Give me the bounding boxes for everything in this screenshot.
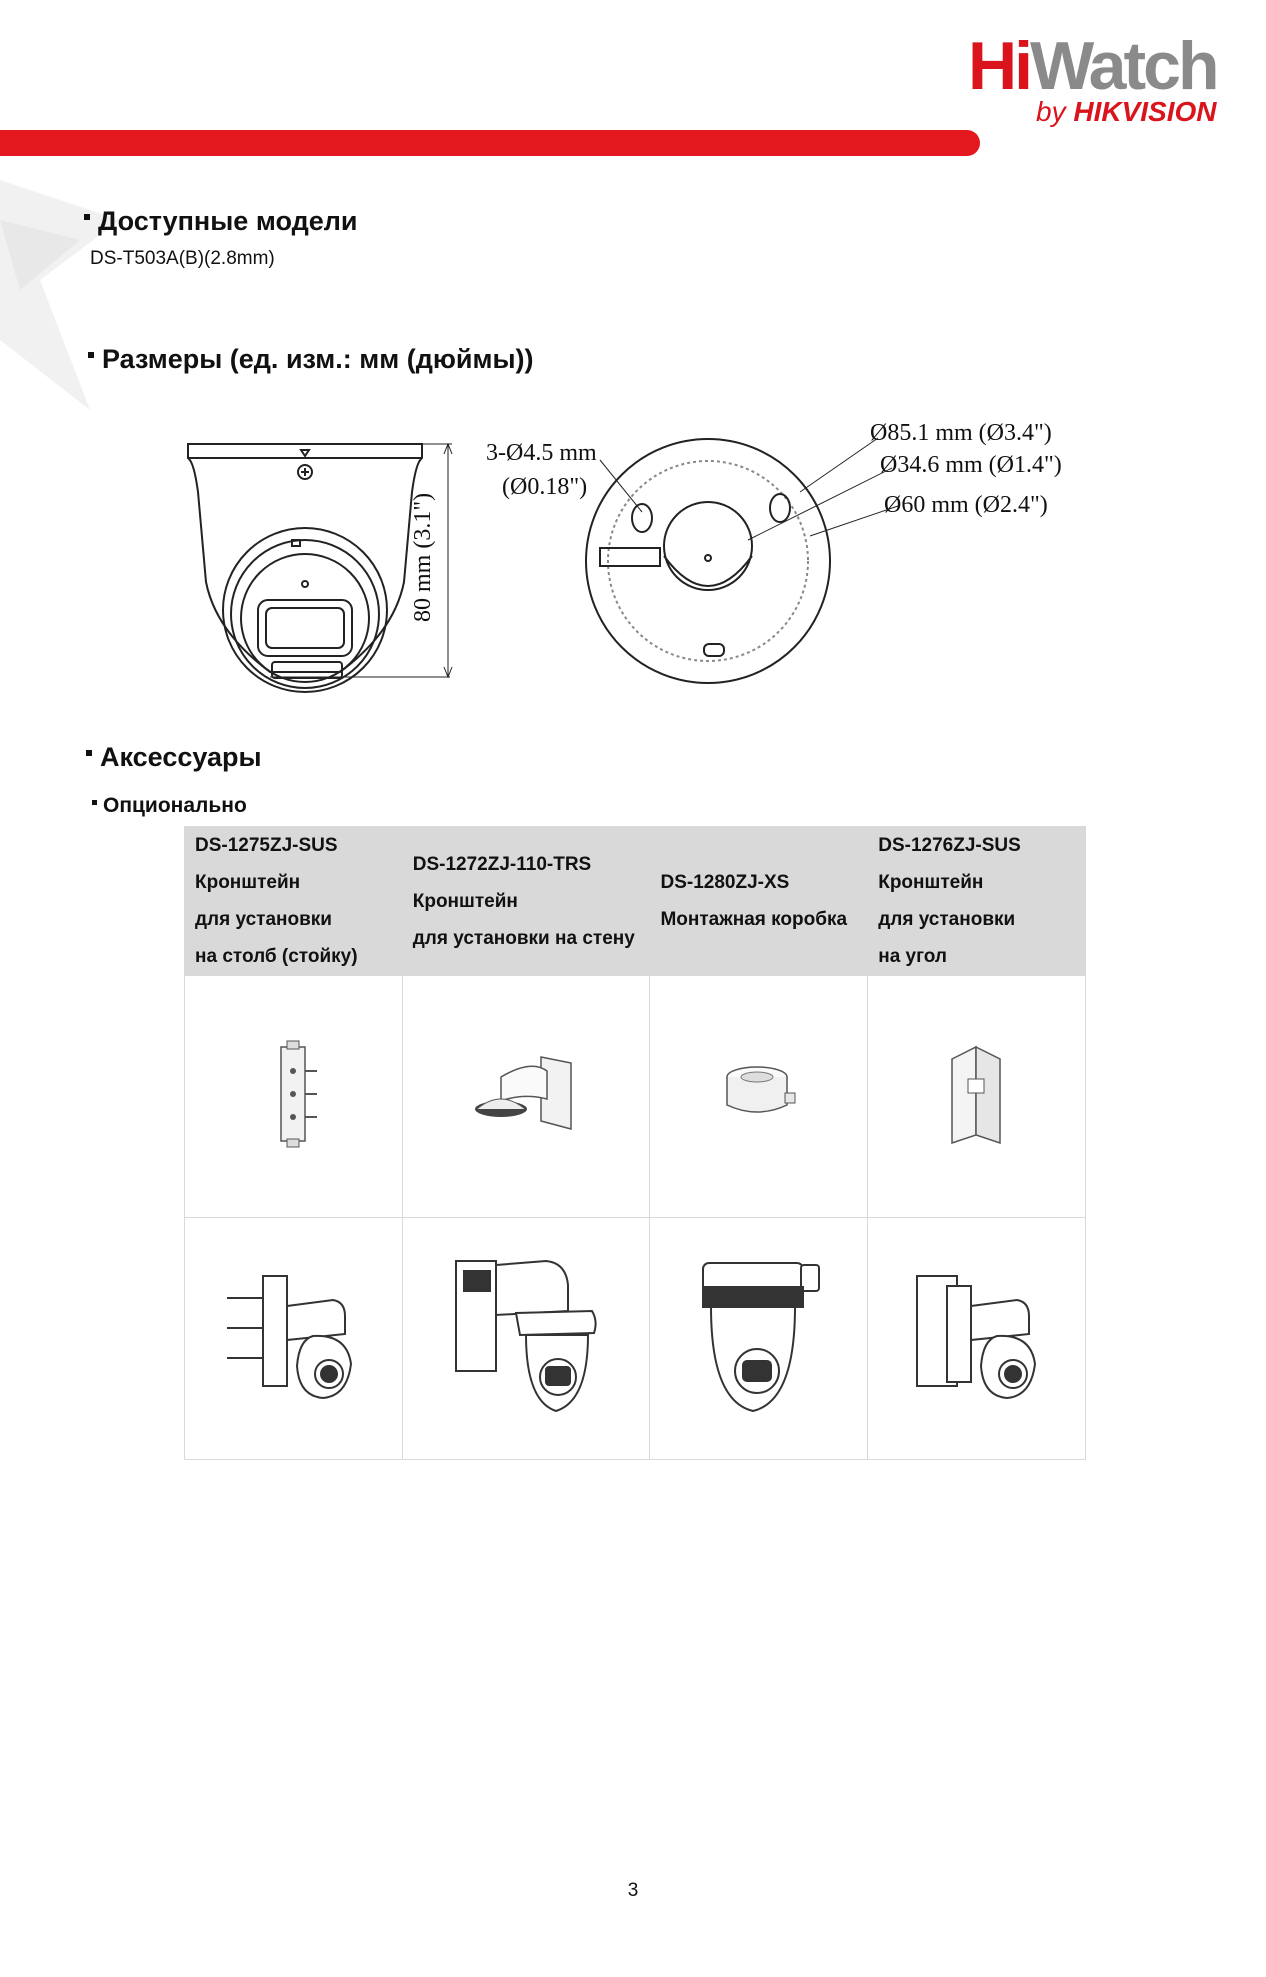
accessories-image-row bbox=[185, 976, 1086, 1218]
models-title: Доступные модели bbox=[98, 206, 358, 236]
accessory-mounted-cell bbox=[402, 1218, 650, 1460]
accessory-header-cell bbox=[185, 827, 403, 976]
camera-on-corner-mount-icon bbox=[907, 1256, 1047, 1416]
accessory-model: DS-1276ZJ-SUS bbox=[878, 835, 1021, 856]
logo-by: by bbox=[1036, 96, 1074, 127]
pole-mount-bracket-icon bbox=[263, 1039, 323, 1149]
accessory-image-cell bbox=[868, 976, 1086, 1218]
accessory-model: DS-1275ZJ-SUS bbox=[195, 835, 338, 856]
accessories-mounted-row bbox=[185, 1218, 1086, 1460]
camera-on-pole-mount-icon bbox=[223, 1256, 363, 1416]
optional-heading bbox=[92, 794, 247, 818]
holes-label-2: (Ø0.18") bbox=[502, 474, 588, 500]
accessory-desc-line: Кронштейн bbox=[195, 872, 301, 893]
logo-subline bbox=[1036, 96, 1217, 128]
optional-title: Опционально bbox=[103, 794, 247, 817]
camera-on-wall-mount-icon bbox=[446, 1251, 606, 1421]
wall-mount-bracket-icon bbox=[471, 1049, 581, 1139]
accessory-image-cell bbox=[650, 976, 868, 1218]
bullet-icon bbox=[88, 352, 94, 358]
accessory-desc-line: на угол bbox=[878, 946, 947, 967]
accessory-desc-line: Кронштейн bbox=[878, 872, 984, 893]
bullet-icon bbox=[92, 800, 97, 805]
accessories-heading bbox=[86, 742, 262, 773]
accessory-model: DS-1280ZJ-XS bbox=[660, 872, 790, 893]
logo-watch: Watch bbox=[1030, 28, 1217, 104]
logo-hi: Hi bbox=[968, 28, 1030, 104]
dimensions-title: Размеры (ед. изм.: мм (дюймы)) bbox=[102, 344, 534, 374]
accessory-image-cell bbox=[185, 976, 403, 1218]
bullet-icon bbox=[84, 214, 90, 220]
accessory-header-cell bbox=[868, 827, 1086, 976]
accessory-header-cell bbox=[650, 827, 868, 976]
camera-on-junction-box-icon bbox=[689, 1251, 829, 1421]
height-dimension-label: 80 mm (3.1") bbox=[410, 492, 436, 622]
accessory-desc-line: Монтажная коробка bbox=[660, 909, 848, 930]
logo-brand: HIKVISION bbox=[1073, 96, 1217, 127]
hiwatch-logo bbox=[968, 30, 1238, 140]
accessories-header-row bbox=[185, 827, 1086, 976]
accessories-table bbox=[184, 826, 1086, 1460]
accessory-model: DS-1272ZJ-110-TRS bbox=[412, 853, 592, 875]
accessory-desc-line: Кронштейн bbox=[412, 890, 518, 912]
accessory-desc-line: для установки bbox=[195, 909, 332, 930]
watermark-shape bbox=[0, 160, 120, 420]
accessory-mounted-cell bbox=[868, 1218, 1086, 1460]
inner-diameter-label: Ø34.6 mm (Ø1.4") bbox=[880, 452, 1062, 478]
accessory-header-cell bbox=[402, 827, 650, 976]
accessory-desc-line: на столб (стойку) bbox=[195, 946, 358, 967]
models-heading bbox=[84, 206, 357, 237]
accessories-title: Аксессуары bbox=[100, 742, 262, 772]
accessory-mounted-cell bbox=[185, 1218, 403, 1460]
logo-wordmark bbox=[968, 30, 1238, 102]
bullet-icon bbox=[86, 750, 92, 756]
mid-diameter-label: Ø60 mm (Ø2.4") bbox=[884, 492, 1048, 518]
accessory-desc-line: для установки на стену bbox=[412, 927, 635, 949]
page-number: 3 bbox=[627, 1880, 639, 1901]
junction-box-icon bbox=[719, 1059, 799, 1129]
outer-diameter-label: Ø85.1 mm (Ø3.4") bbox=[870, 420, 1052, 446]
model-name: DS-T503A(B)(2.8mm) bbox=[90, 248, 275, 269]
header-red-bar bbox=[0, 130, 980, 156]
holes-label-1: 3-Ø4.5 mm bbox=[486, 440, 597, 466]
dimensions-heading bbox=[88, 344, 534, 375]
corner-mount-bracket-icon bbox=[942, 1039, 1012, 1149]
accessory-image-cell bbox=[402, 976, 650, 1218]
accessory-mounted-cell bbox=[650, 1218, 868, 1460]
accessory-desc-line: для установки bbox=[878, 909, 1016, 930]
